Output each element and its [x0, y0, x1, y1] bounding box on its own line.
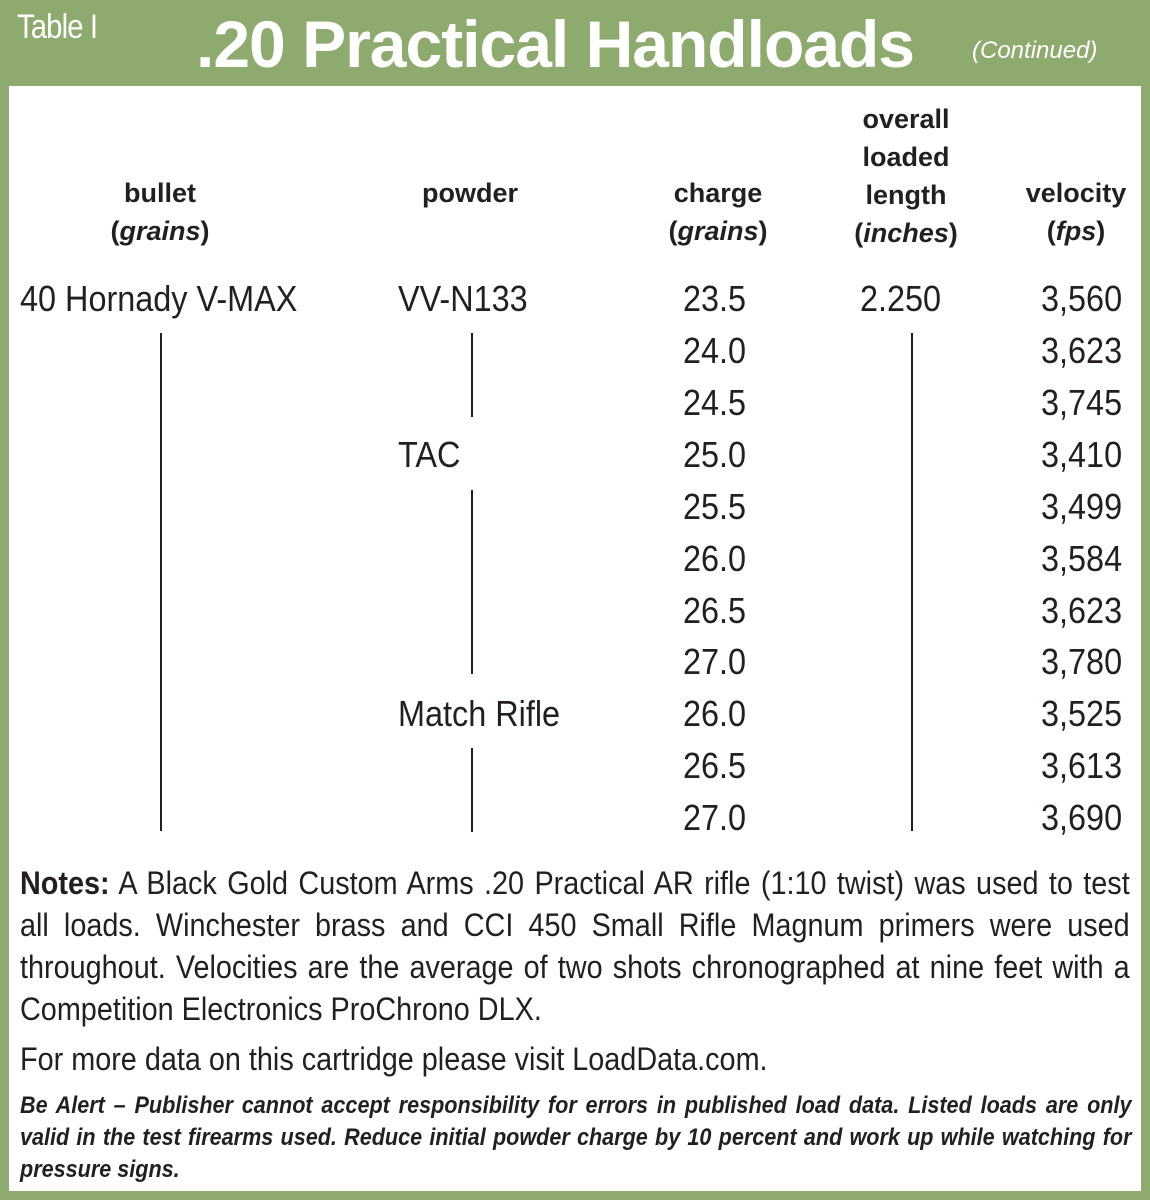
powder-ditto-line — [471, 333, 473, 417]
charge-value: 24.0 — [683, 330, 747, 371]
velocity-value: 3,410 — [1040, 434, 1122, 475]
velocity-value: 3,780 — [1040, 641, 1122, 682]
bullet-name: 40 Hornady V-MAX — [20, 278, 298, 319]
col-header-oal-unit: (inches) — [854, 218, 958, 248]
col-header-bullet-label: bullet — [124, 178, 196, 208]
col-header-oal-line2: loaded — [862, 142, 950, 172]
velocity-value: 3,525 — [1040, 693, 1122, 734]
notes-paragraph — [20, 862, 1130, 1030]
col-header-oal-line3: length — [865, 180, 947, 210]
col-header-bullet — [60, 174, 260, 250]
col-header-velocity-unit: (fps) — [1046, 216, 1106, 246]
velocity-value: 3,745 — [1040, 382, 1122, 423]
charge-value: 27.0 — [683, 797, 747, 838]
col-header-bullet-unit: (grains) — [110, 216, 210, 246]
oal-ditto-line — [911, 333, 913, 831]
bullet-ditto-line — [160, 333, 162, 831]
notes-text: A Black Gold Custom Arms .20 Practical AR rifle (1:10 twist) was used to test all loads. Winchester brass and CCI 450 Small Rifle Magnum primers were used throughout. Velocities are the average of two shots chronographed at nine feet with a Competition Electronics ProChrono DLX. — [20, 865, 1130, 1027]
powder-name: VV-N133 — [398, 278, 528, 319]
col-header-charge-label: charge — [673, 178, 763, 208]
table-label: Table I — [17, 8, 98, 46]
col-header-oal-line1: overall — [862, 104, 950, 134]
charge-value: 26.0 — [683, 538, 747, 579]
continued-label: (Continued) — [972, 37, 1098, 64]
more-data-line: For more data on this cartridge please visit LoadData.com. — [20, 1041, 768, 1077]
col-header-velocity — [976, 174, 1150, 250]
col-header-charge — [618, 174, 818, 250]
velocity-value: 3,613 — [1040, 745, 1122, 786]
charge-value: 26.5 — [683, 745, 747, 786]
velocity-value: 3,623 — [1040, 590, 1122, 631]
col-header-charge-unit: (grains) — [668, 216, 768, 246]
notes-label: Notes: — [20, 865, 110, 901]
charge-value: 26.0 — [683, 693, 747, 734]
oal-value: 2.250 — [860, 278, 942, 319]
velocity-value: 3,499 — [1040, 486, 1122, 527]
charge-value: 25.5 — [683, 486, 747, 527]
powder-ditto-line — [471, 490, 473, 674]
velocity-value: 3,584 — [1040, 538, 1122, 579]
powder-name: Match Rifle — [398, 693, 561, 734]
col-header-powder — [370, 174, 570, 212]
velocity-value: 3,690 — [1040, 797, 1122, 838]
velocity-value: 3,623 — [1040, 330, 1122, 371]
charge-value: 23.5 — [683, 278, 747, 319]
charge-value: 24.5 — [683, 382, 747, 423]
charge-value: 25.0 — [683, 434, 747, 475]
powder-name: TAC — [398, 434, 461, 475]
table-header — [0, 0, 1150, 86]
disclaimer-text: Be Alert – Publisher cannot accept responsibility for errors in published load data. Listed loads are only valid in the test firearms used. Reduce initial powder charge by 10 percent and work up while watching for pressure signs. — [20, 1092, 1132, 1183]
charge-value: 26.5 — [683, 590, 747, 631]
page-title: .20 Practical Handloads — [196, 7, 914, 81]
charge-value: 27.0 — [683, 641, 747, 682]
col-header-powder-label: powder — [421, 178, 518, 208]
powder-ditto-line — [471, 748, 473, 832]
col-header-velocity-label: velocity — [1025, 178, 1127, 208]
velocity-value: 3,560 — [1040, 278, 1122, 319]
